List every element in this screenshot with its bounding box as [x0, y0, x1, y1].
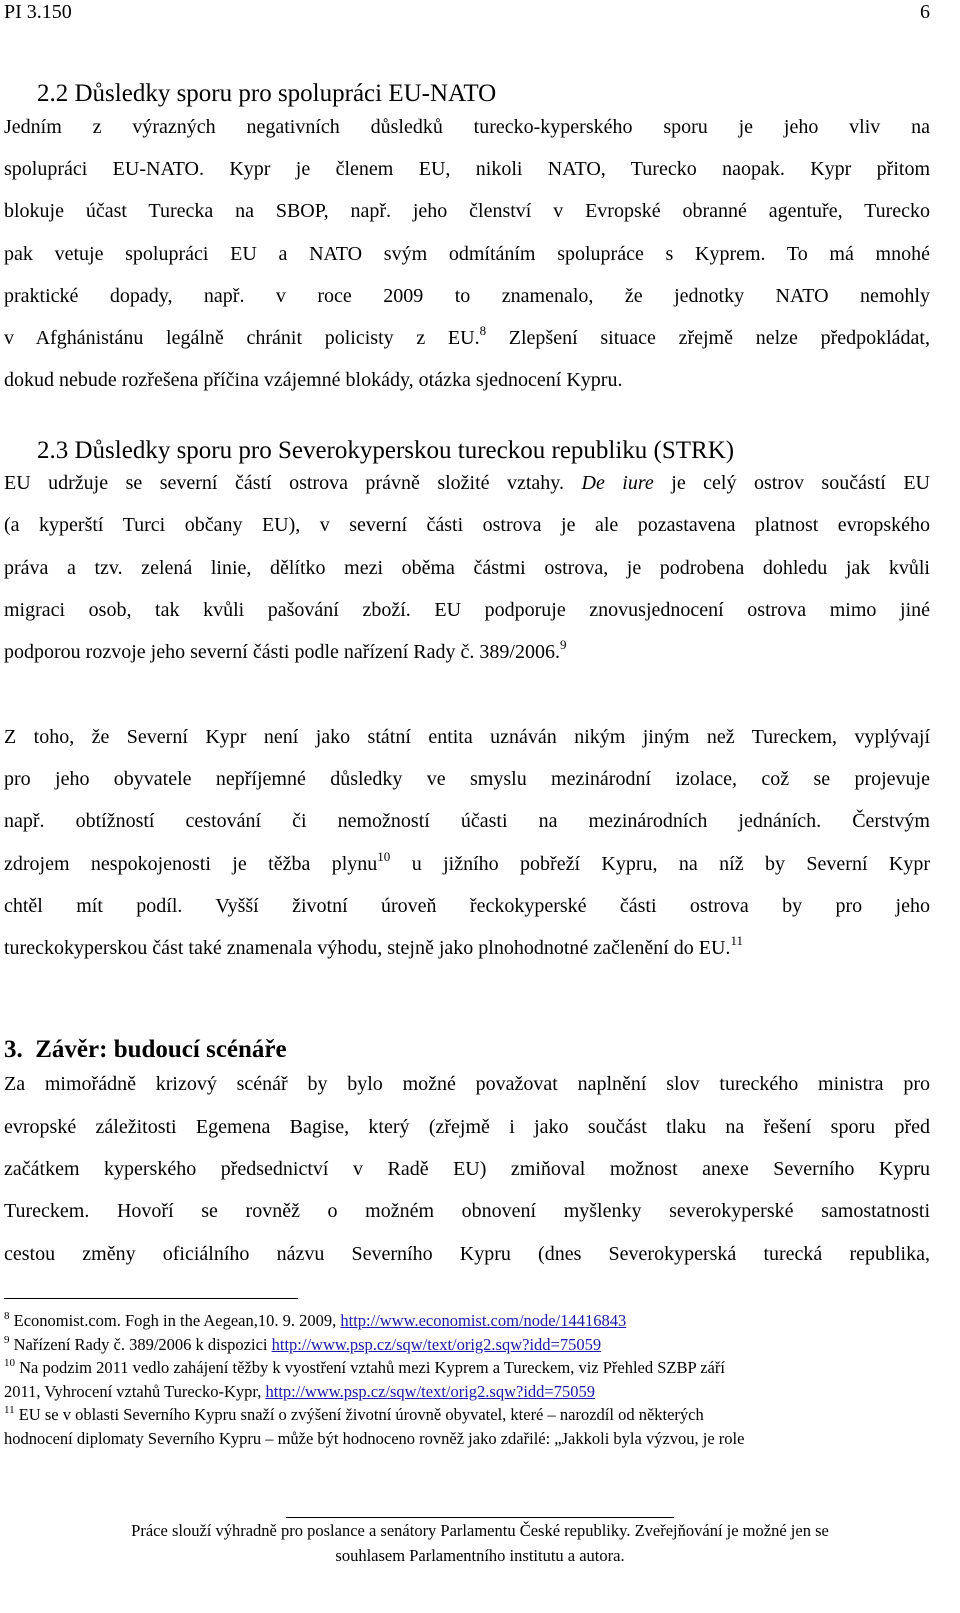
- footnote-11: [4, 1405, 704, 1425]
- heading-title: Závěr: budoucí scénáře: [35, 1036, 287, 1063]
- footnote-separator: [4, 1298, 298, 1299]
- paragraph-line: Z toho, že Severní Kypr není jako státní entita uznáván nikým jiným než Tureckem, vyplývají: [4, 726, 930, 748]
- footnote-number: 9: [4, 1334, 10, 1346]
- footer-separator: [286, 1517, 674, 1518]
- page-number: 6: [920, 1, 930, 23]
- section-3-heading: [4, 1036, 287, 1064]
- footnote-number: 11: [4, 1404, 15, 1416]
- footnote-text: Economist.com. Fogh in the Aegean,10. 9. 2009,: [9, 1311, 341, 1330]
- paragraph-line: evropské záležitosti Egemena Bagise, který (zřejmě i jako součást tlaku na řešení sporu před: [4, 1116, 930, 1138]
- line-text: v Afghánistánu legálně chránit policisty z EU.: [4, 327, 480, 349]
- paragraph-line: [4, 933, 930, 960]
- paragraph-line: [4, 637, 930, 664]
- footnote-text: Na podzim 2011 vedlo zahájení těžby k vyostření vztahů mezi Kyprem a Tureckem, viz Přehled SZBP září: [15, 1358, 725, 1377]
- paragraph-line: spolupráci EU-NATO. Kypr je členem EU, nikoli NATO, Turecko naopak. Kypr přitom: [4, 158, 930, 180]
- paragraph-line: cestou změny oficiálního názvu Severního Kypru (dnes Severokyperská turecká republika,: [4, 1243, 930, 1265]
- footnote-link[interactable]: http://www.psp.cz/sqw/text/orig2.sqw?idd=75059: [265, 1382, 595, 1401]
- paragraph-line: chtěl mít podíl. Vyšší životní úroveň řeckokyperské části ostrova by pro jeho: [4, 895, 930, 917]
- paragraph-line: (a kyperští Turci občany EU), v severní části ostrova je ale pozastavena platnost evropského: [4, 514, 930, 536]
- paragraph-line: např. obtížností cestování či nemožností účasti na mezinárodních jednáních. Čerstvým: [4, 810, 930, 832]
- paragraph-line: Tureckem. Hovoří se rovněž o možném obnovení myšlenky severokyperské samostatnosti: [4, 1200, 930, 1222]
- footnote-9: [4, 1335, 601, 1355]
- line-text: EU udržuje se severní částí ostrova právně složité vztahy.: [4, 472, 582, 494]
- footnote-link[interactable]: http://www.economist.com/node/14416843: [340, 1311, 627, 1330]
- footnote-number: 10: [4, 1357, 15, 1369]
- paragraph-line: migraci osob, tak kvůli pašování zboží. EU podporuje znovusjednocení ostrova mimo jiné: [4, 599, 930, 621]
- paragraph-line: začátkem kyperského předsednictví v Radě EU) zmiňoval možnost anexe Severního Kypru: [4, 1158, 930, 1180]
- paragraph-line: dokud nebude rozřešena příčina vzájemné blokády, otázka sjednocení Kypru.: [4, 369, 623, 391]
- footnote-ref-8[interactable]: 8: [479, 323, 487, 338]
- document-code: PI 3.150: [4, 1, 72, 23]
- footnote-8: [4, 1311, 626, 1331]
- footer-disclaimer-line-2: souhlasem Parlamentního institutu a autora.: [335, 1546, 625, 1565]
- paragraph-line: Za mimořádně krizový scénář by bylo možné považovat naplnění slov tureckého ministra pro: [4, 1073, 930, 1095]
- footer-disclaimer-line-1: Práce slouží výhradně pro poslance a senátory Parlamentu České republiky. Zveřejňování je možné jen se: [131, 1521, 829, 1540]
- section-2-2-heading: 2.2 Důsledky sporu pro spolupráci EU-NATO: [37, 80, 497, 107]
- paragraph-line: [4, 472, 930, 495]
- paragraph-line: [4, 323, 930, 350]
- footnote-ref-11[interactable]: 11: [730, 933, 743, 948]
- footnote-number: 8: [4, 1310, 10, 1322]
- section-2-3-heading: 2.3 Důsledky sporu pro Severokyperskou tureckou republiku (STRK): [37, 437, 735, 464]
- footnote-ref-10[interactable]: 10: [377, 849, 391, 864]
- footnote-text: EU se v oblasti Severního Kypru snaží o zvýšení životní úrovně obyvatel, které – narozdíl od některých: [14, 1405, 704, 1424]
- footnote-text: Nařízení Rady č. 389/2006 k dispozici: [9, 1335, 272, 1354]
- heading-number: 3.: [4, 1036, 23, 1063]
- footnote-ref-9[interactable]: 9: [559, 637, 567, 652]
- line-text: u jižního pobřeží Kypru, na níž by Severní Kypr: [390, 853, 930, 875]
- line-text: podporou rozvoje jeho severní části podle nařízení Rady č. 389/2006.: [4, 641, 560, 663]
- paragraph-line: [4, 849, 930, 876]
- paragraph-line: pak vetuje spolupráci EU a NATO svým odmítáním spolupráce s Kyprem. To má mnohé: [4, 243, 930, 265]
- line-text: zdrojem nespokojenosti je těžba plynu: [4, 853, 378, 875]
- footnote-text: 2011, Vyhrocení vztahů Turecko-Kypr,: [4, 1382, 266, 1401]
- paragraph-line: blokuje účast Turecka na SBOP, např. jeho členství v Evropské obranné agentuře, Turecko: [4, 200, 930, 222]
- paragraph-line: praktické dopady, např. v roce 2009 to znamenalo, že jednotky NATO nemohly: [4, 285, 930, 307]
- line-text: tureckokyperskou část také znamenala výhodu, stejně jako plnohodnotné začlenění do EU.: [4, 937, 731, 959]
- italic-term: De iure: [581, 472, 654, 494]
- paragraph-line: Jedním z výrazných negativních důsledků turecko-kyperského sporu je jeho vliv na: [4, 116, 930, 138]
- paragraph-line: pro jeho obyvatele nepříjemné důsledky ve smyslu mezinárodní izolace, což se projevuje: [4, 768, 930, 790]
- footnote-10: [4, 1358, 725, 1378]
- line-text: je celý ostrov součástí EU: [653, 472, 930, 494]
- line-text: Zlepšení situace zřejmě nelze předpokládat,: [486, 327, 930, 349]
- footnote-11-continued: hodnocení diplomaty Severního Kypru – může být hodnoceno rovněž jako zdařilé: „Jakkoli byla výzvou, je role: [4, 1429, 745, 1448]
- footnote-link[interactable]: http://www.psp.cz/sqw/text/orig2.sqw?idd=75059: [271, 1335, 602, 1354]
- paragraph-line: práva a tzv. zelená linie, dělítko mezi oběma částmi ostrova, je podrobena dohledu jak kvůli: [4, 557, 930, 579]
- footnote-10-continued: [4, 1382, 595, 1402]
